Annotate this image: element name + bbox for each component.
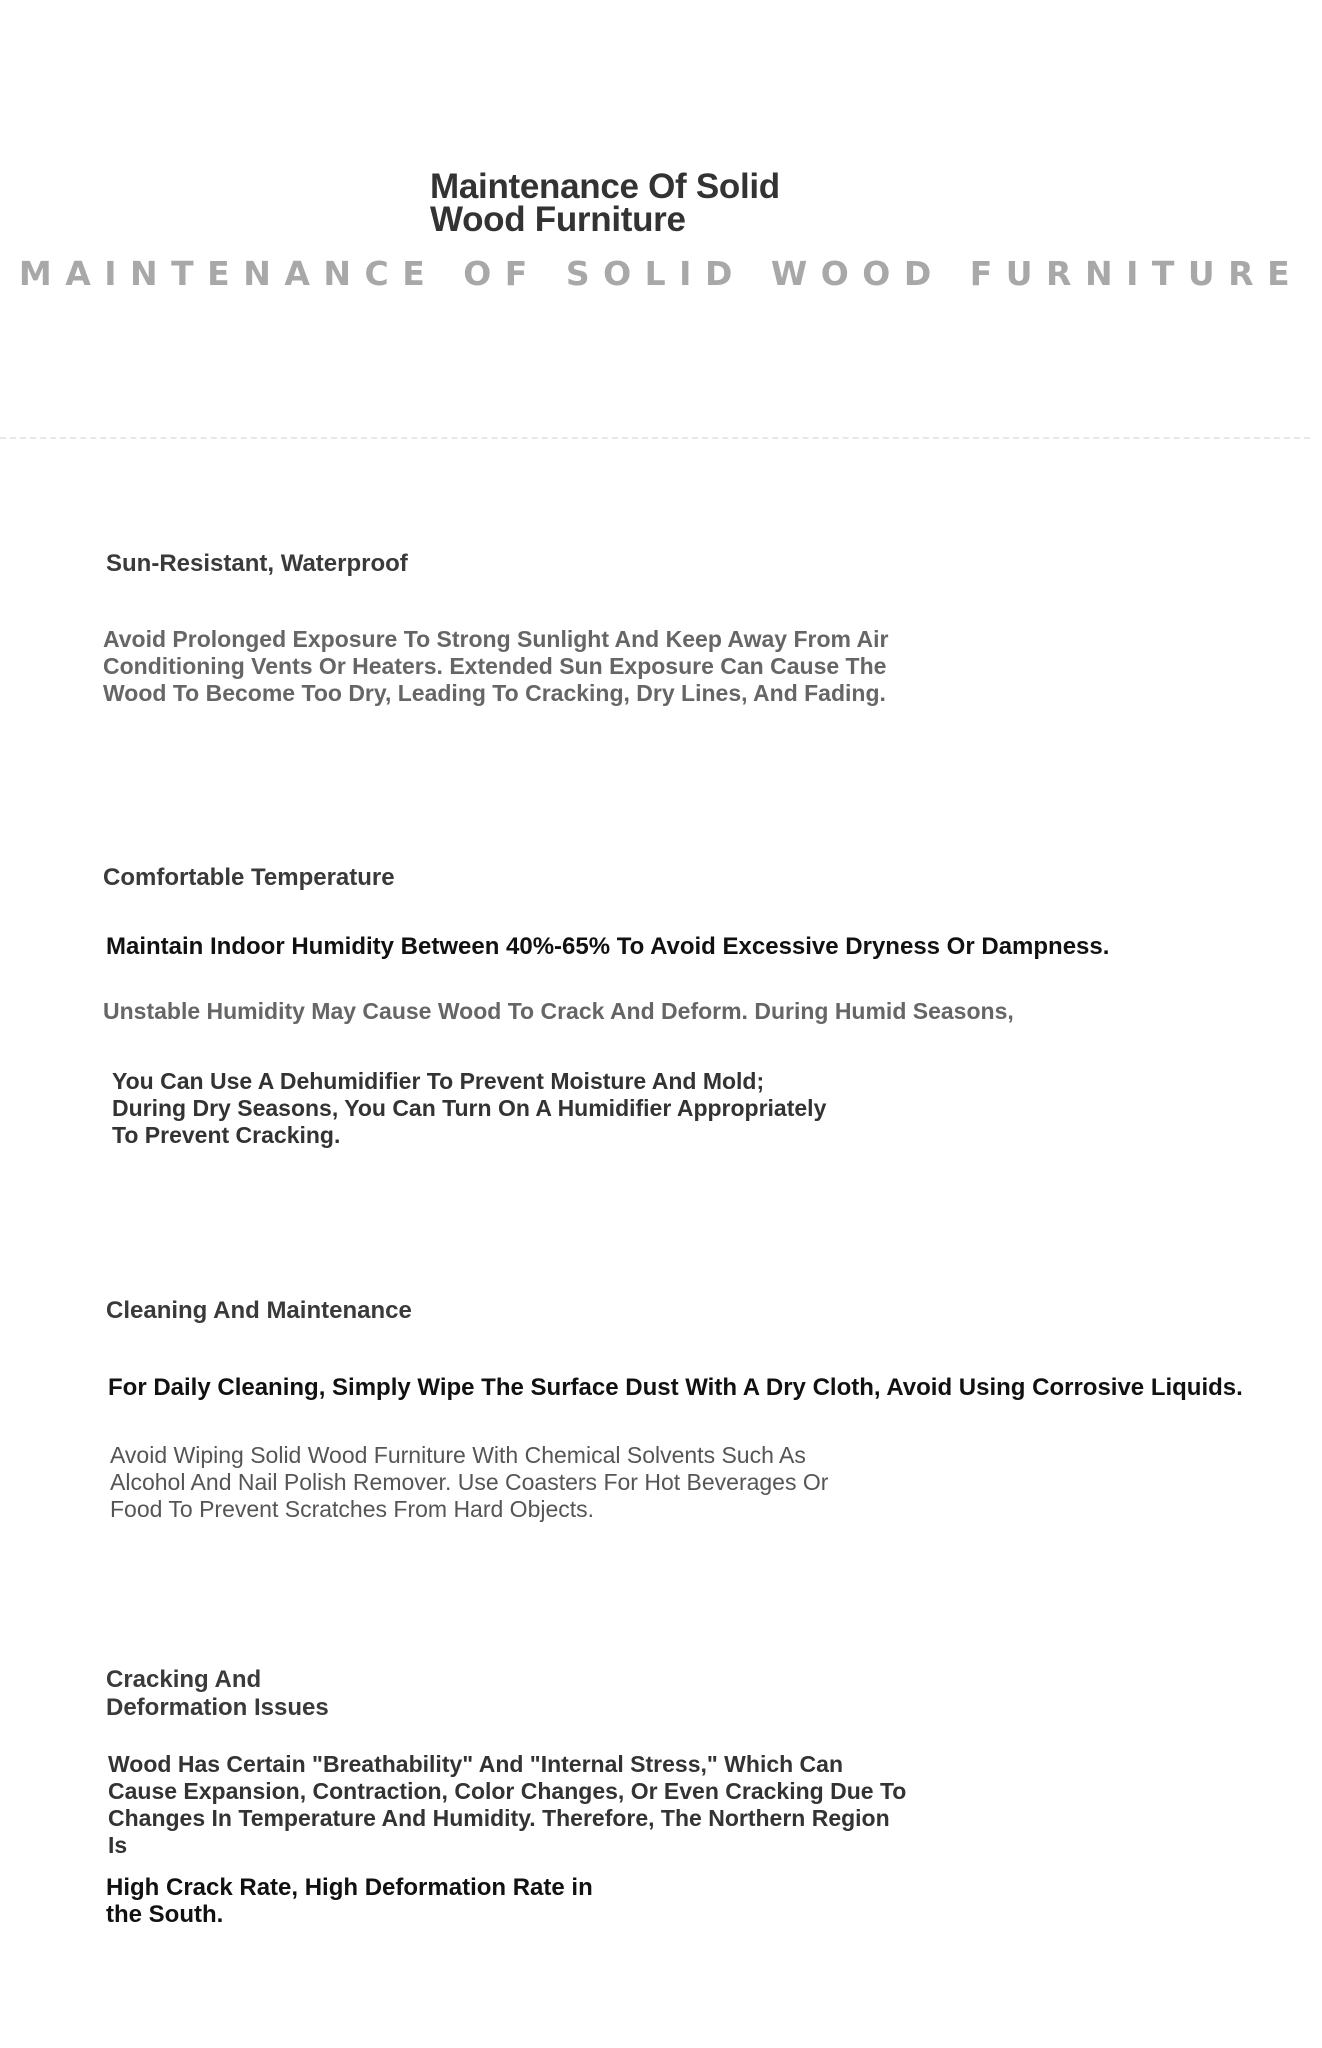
body-line: Alcohol And Nail Polish Remover. Use Coasters For Hot Beverages Or bbox=[110, 1469, 829, 1495]
body-line: Changes In Temperature And Humidity. Therefore, The Northern Region bbox=[108, 1805, 890, 1831]
body-line: Wood Has Certain "Breathability" And "Internal Stress," Which Can bbox=[108, 1751, 844, 1777]
body-line: Avoid Prolonged Exposure To Strong Sunlight And Keep Away From Air bbox=[103, 626, 889, 652]
section-heading-temperature: Comfortable Temperature bbox=[103, 864, 395, 891]
body-line: Avoid Wiping Solid Wood Furniture With Chemical Solvents Such As bbox=[110, 1442, 806, 1468]
section-heading-cracking bbox=[106, 1666, 329, 1722]
heading-line-2: Deformation Issues bbox=[106, 1694, 329, 1721]
section-body-temperature bbox=[112, 1068, 826, 1149]
section-body-sun-resistant bbox=[103, 626, 888, 707]
section-body-cracking bbox=[108, 1751, 906, 1859]
section-heading-sun-resistant: Sun-Resistant, Waterproof bbox=[106, 550, 408, 577]
heading-line-1: Cracking And bbox=[106, 1666, 262, 1693]
section-note-humidity: Unstable Humidity May Cause Wood To Crack And Deform. During Humid Seasons, bbox=[103, 998, 1014, 1024]
section-body-cleaning bbox=[110, 1442, 828, 1523]
conclusion-line: High Crack Rate, High Deformation Rate in bbox=[106, 1874, 593, 1901]
conclusion-line: the South. bbox=[106, 1901, 224, 1928]
body-line: Conditioning Vents Or Heaters. Extended Sun Exposure Can Cause The bbox=[103, 653, 887, 679]
body-line: To Prevent Cracking. bbox=[112, 1122, 341, 1148]
page-title bbox=[430, 167, 780, 239]
body-line: Is bbox=[108, 1832, 128, 1858]
body-line: Food To Prevent Scratches From Hard Objects. bbox=[110, 1496, 595, 1522]
body-line: You Can Use A Dehumidifier To Prevent Moisture And Mold; bbox=[112, 1068, 765, 1094]
page-title-line-1: Maintenance Of Solid bbox=[430, 167, 780, 206]
section-highlight-cleaning: For Daily Cleaning, Simply Wipe The Surface Dust With A Dry Cloth, Avoid Using Corrosive Liquids. bbox=[108, 1374, 1243, 1401]
section-heading-cleaning: Cleaning And Maintenance bbox=[106, 1297, 412, 1324]
body-line: Cause Expansion, Contraction, Color Changes, Or Even Cracking Due To bbox=[108, 1778, 907, 1804]
section-conclusion-cracking bbox=[106, 1874, 593, 1928]
page-subtitle: MAINTENANCE OF SOLID WOOD FURNITURE bbox=[18, 254, 1304, 293]
body-line: Wood To Become Too Dry, Leading To Cracking, Dry Lines, And Fading. bbox=[103, 680, 886, 706]
page-title-line-2: Wood Furniture bbox=[430, 200, 686, 239]
body-line: During Dry Seasons, You Can Turn On A Humidifier Appropriately bbox=[112, 1095, 827, 1121]
section-highlight-humidity: Maintain Indoor Humidity Between 40%-65% To Avoid Excessive Dryness Or Dampness. bbox=[106, 933, 1110, 960]
section-divider bbox=[0, 437, 1310, 439]
